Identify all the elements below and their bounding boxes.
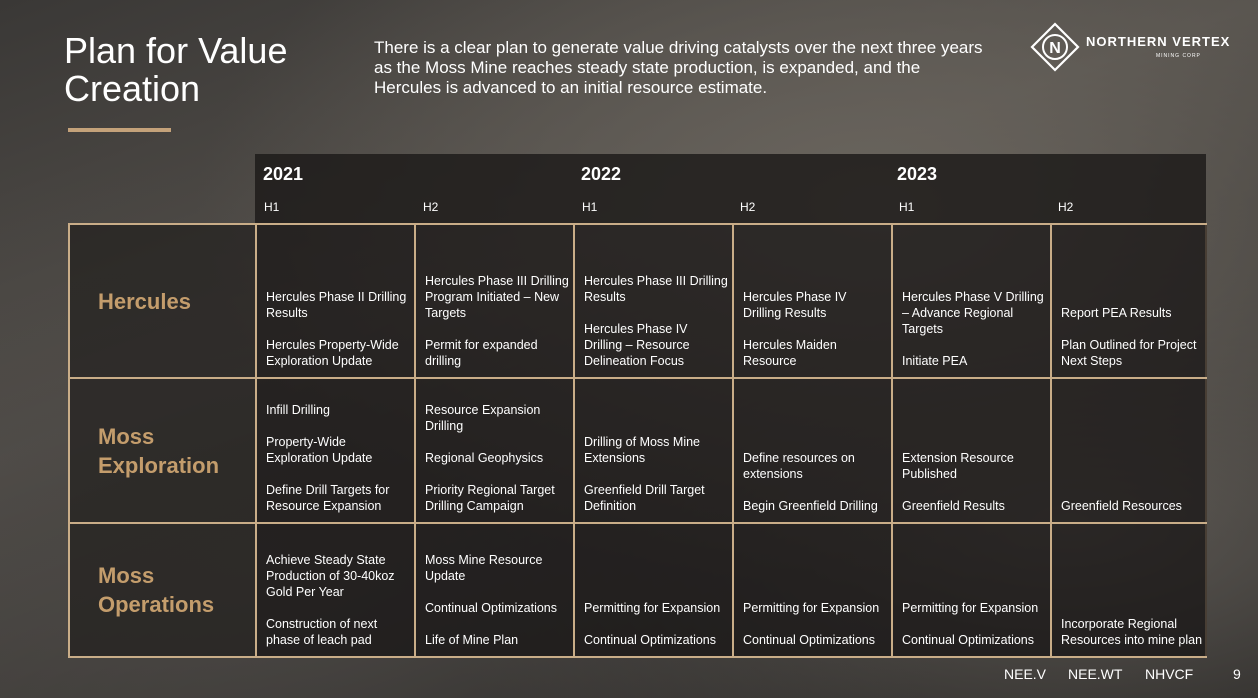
half-label: H1: [582, 200, 598, 214]
milestone-item: Begin Greenfield Drilling: [743, 499, 878, 513]
milestone-item: Greenfield Drill Target Definition: [584, 483, 705, 513]
milestone-item: Continual Optimizations: [425, 601, 558, 615]
milestone-cell: [893, 524, 1052, 656]
year-2022: 2022: [581, 164, 622, 184]
milestone-cell: [575, 379, 734, 524]
milestone-item: Hercules Phase II Drilling Results: [266, 290, 407, 320]
milestone-cell: [416, 379, 575, 524]
milestone-item: Permitting for Expansion: [584, 601, 721, 615]
half-label: H2: [423, 200, 439, 214]
row-label: Hercules: [70, 225, 257, 379]
milestone-item: Resource Expansion Drilling: [425, 403, 541, 433]
milestone-item: Achieve Steady State Production of 30-40koz Gold Per Year: [266, 553, 395, 599]
milestone-item: Report PEA Results: [1061, 306, 1172, 320]
milestone-cell: [257, 524, 416, 656]
half-label: H2: [1058, 200, 1074, 214]
value-creation-table: [68, 223, 1207, 658]
milestone-item: Define Drill Targets for Resource Expansion: [266, 483, 390, 513]
milestone-cell: [575, 225, 734, 379]
ticker-tsxv: NEE.V: [1004, 666, 1047, 682]
milestone-item: Hercules Phase IV Drilling Results: [743, 290, 847, 320]
milestone-cell: [1052, 379, 1207, 524]
milestone-item: Hercules Phase III Drilling Program Initiated – New Targets: [425, 274, 569, 320]
company-logo: [1030, 22, 1240, 72]
milestone-cell: [1052, 524, 1207, 656]
row-label: Moss Exploration: [70, 379, 257, 524]
milestone-cell: [734, 379, 893, 524]
milestone-item: Plan Outlined for Project Next Steps: [1061, 338, 1197, 368]
half-label: H1: [899, 200, 915, 214]
milestone-item: Permit for expanded drilling: [425, 338, 538, 368]
milestone-item: Permitting for Expansion: [902, 601, 1039, 615]
milestone-item: Hercules Property-Wide Exploration Update: [266, 338, 399, 368]
title-underline: [68, 128, 171, 132]
milestone-item: Life of Mine Plan: [425, 633, 519, 647]
milestone-cell: [575, 524, 734, 656]
milestone-cell: [1052, 225, 1207, 379]
year-2023: 2023: [897, 164, 938, 184]
milestone-cell: [257, 379, 416, 524]
milestone-item: Property-Wide Exploration Update: [266, 435, 373, 465]
milestone-cell: [893, 379, 1052, 524]
milestone-cell: [257, 225, 416, 379]
milestone-cell: [734, 524, 893, 656]
ticker-otc: NHVCF: [1145, 666, 1194, 682]
milestone-item: Incorporate Regional Resources into mine plan: [1061, 617, 1203, 647]
milestone-item: Hercules Phase IV Drilling – Resource Delineation Focus: [584, 322, 690, 368]
milestone-cell: [416, 225, 575, 379]
milestone-item: Infill Drilling: [266, 403, 330, 417]
half-label: H2: [740, 200, 756, 214]
page-number: 9: [1233, 666, 1241, 682]
page-title: Plan for Value Creation: [64, 30, 288, 109]
milestone-item: Construction of next phase of leach pad: [266, 617, 378, 647]
year-2021: 2021: [263, 164, 304, 184]
milestone-item: Hercules Maiden Resource: [743, 338, 837, 368]
milestone-item: Priority Regional Target Drilling Campaign: [425, 483, 555, 513]
milestone-item: Define resources on extensions: [743, 451, 855, 481]
milestone-item: Drilling of Moss Mine Extensions: [584, 435, 701, 465]
logo-subtitle: MINING CORP: [1156, 53, 1201, 59]
milestone-item: Regional Geophysics: [425, 451, 544, 465]
logo-letter: N: [1049, 40, 1061, 57]
milestone-cell: [416, 524, 575, 656]
ticker-warrant: NEE.WT: [1068, 666, 1123, 682]
n-diamond-logo-icon: [1030, 22, 1080, 72]
milestone-item: Greenfield Results: [902, 499, 1005, 513]
logo-name: NORTHERN VERTEX: [1086, 34, 1231, 49]
milestone-item: Permitting for Expansion: [743, 601, 880, 615]
milestone-item: Continual Optimizations: [902, 633, 1035, 647]
milestone-cell: [734, 225, 893, 379]
milestone-item: Hercules Phase V Drilling – Advance Regional Targets: [902, 290, 1044, 336]
milestone-item: Continual Optimizations: [743, 633, 876, 647]
milestone-cell: [893, 225, 1052, 379]
intro-text: There is a clear plan to generate value driving catalysts over the next three years as the Moss Mine reaches steady state production, is expanded, and the Hercules is advanced to an initial resource estimate.: [374, 38, 983, 97]
row-label: Moss Operations: [70, 524, 257, 656]
milestone-item: Extension Resource Published: [902, 451, 1014, 481]
half-label: H1: [264, 200, 280, 214]
milestone-item: Continual Optimizations: [584, 633, 717, 647]
milestone-item: Initiate PEA: [902, 354, 968, 368]
milestone-item: Moss Mine Resource Update: [425, 553, 543, 583]
milestone-item: Greenfield Resources: [1061, 499, 1182, 513]
milestone-item: Hercules Phase III Drilling Results: [584, 274, 728, 304]
